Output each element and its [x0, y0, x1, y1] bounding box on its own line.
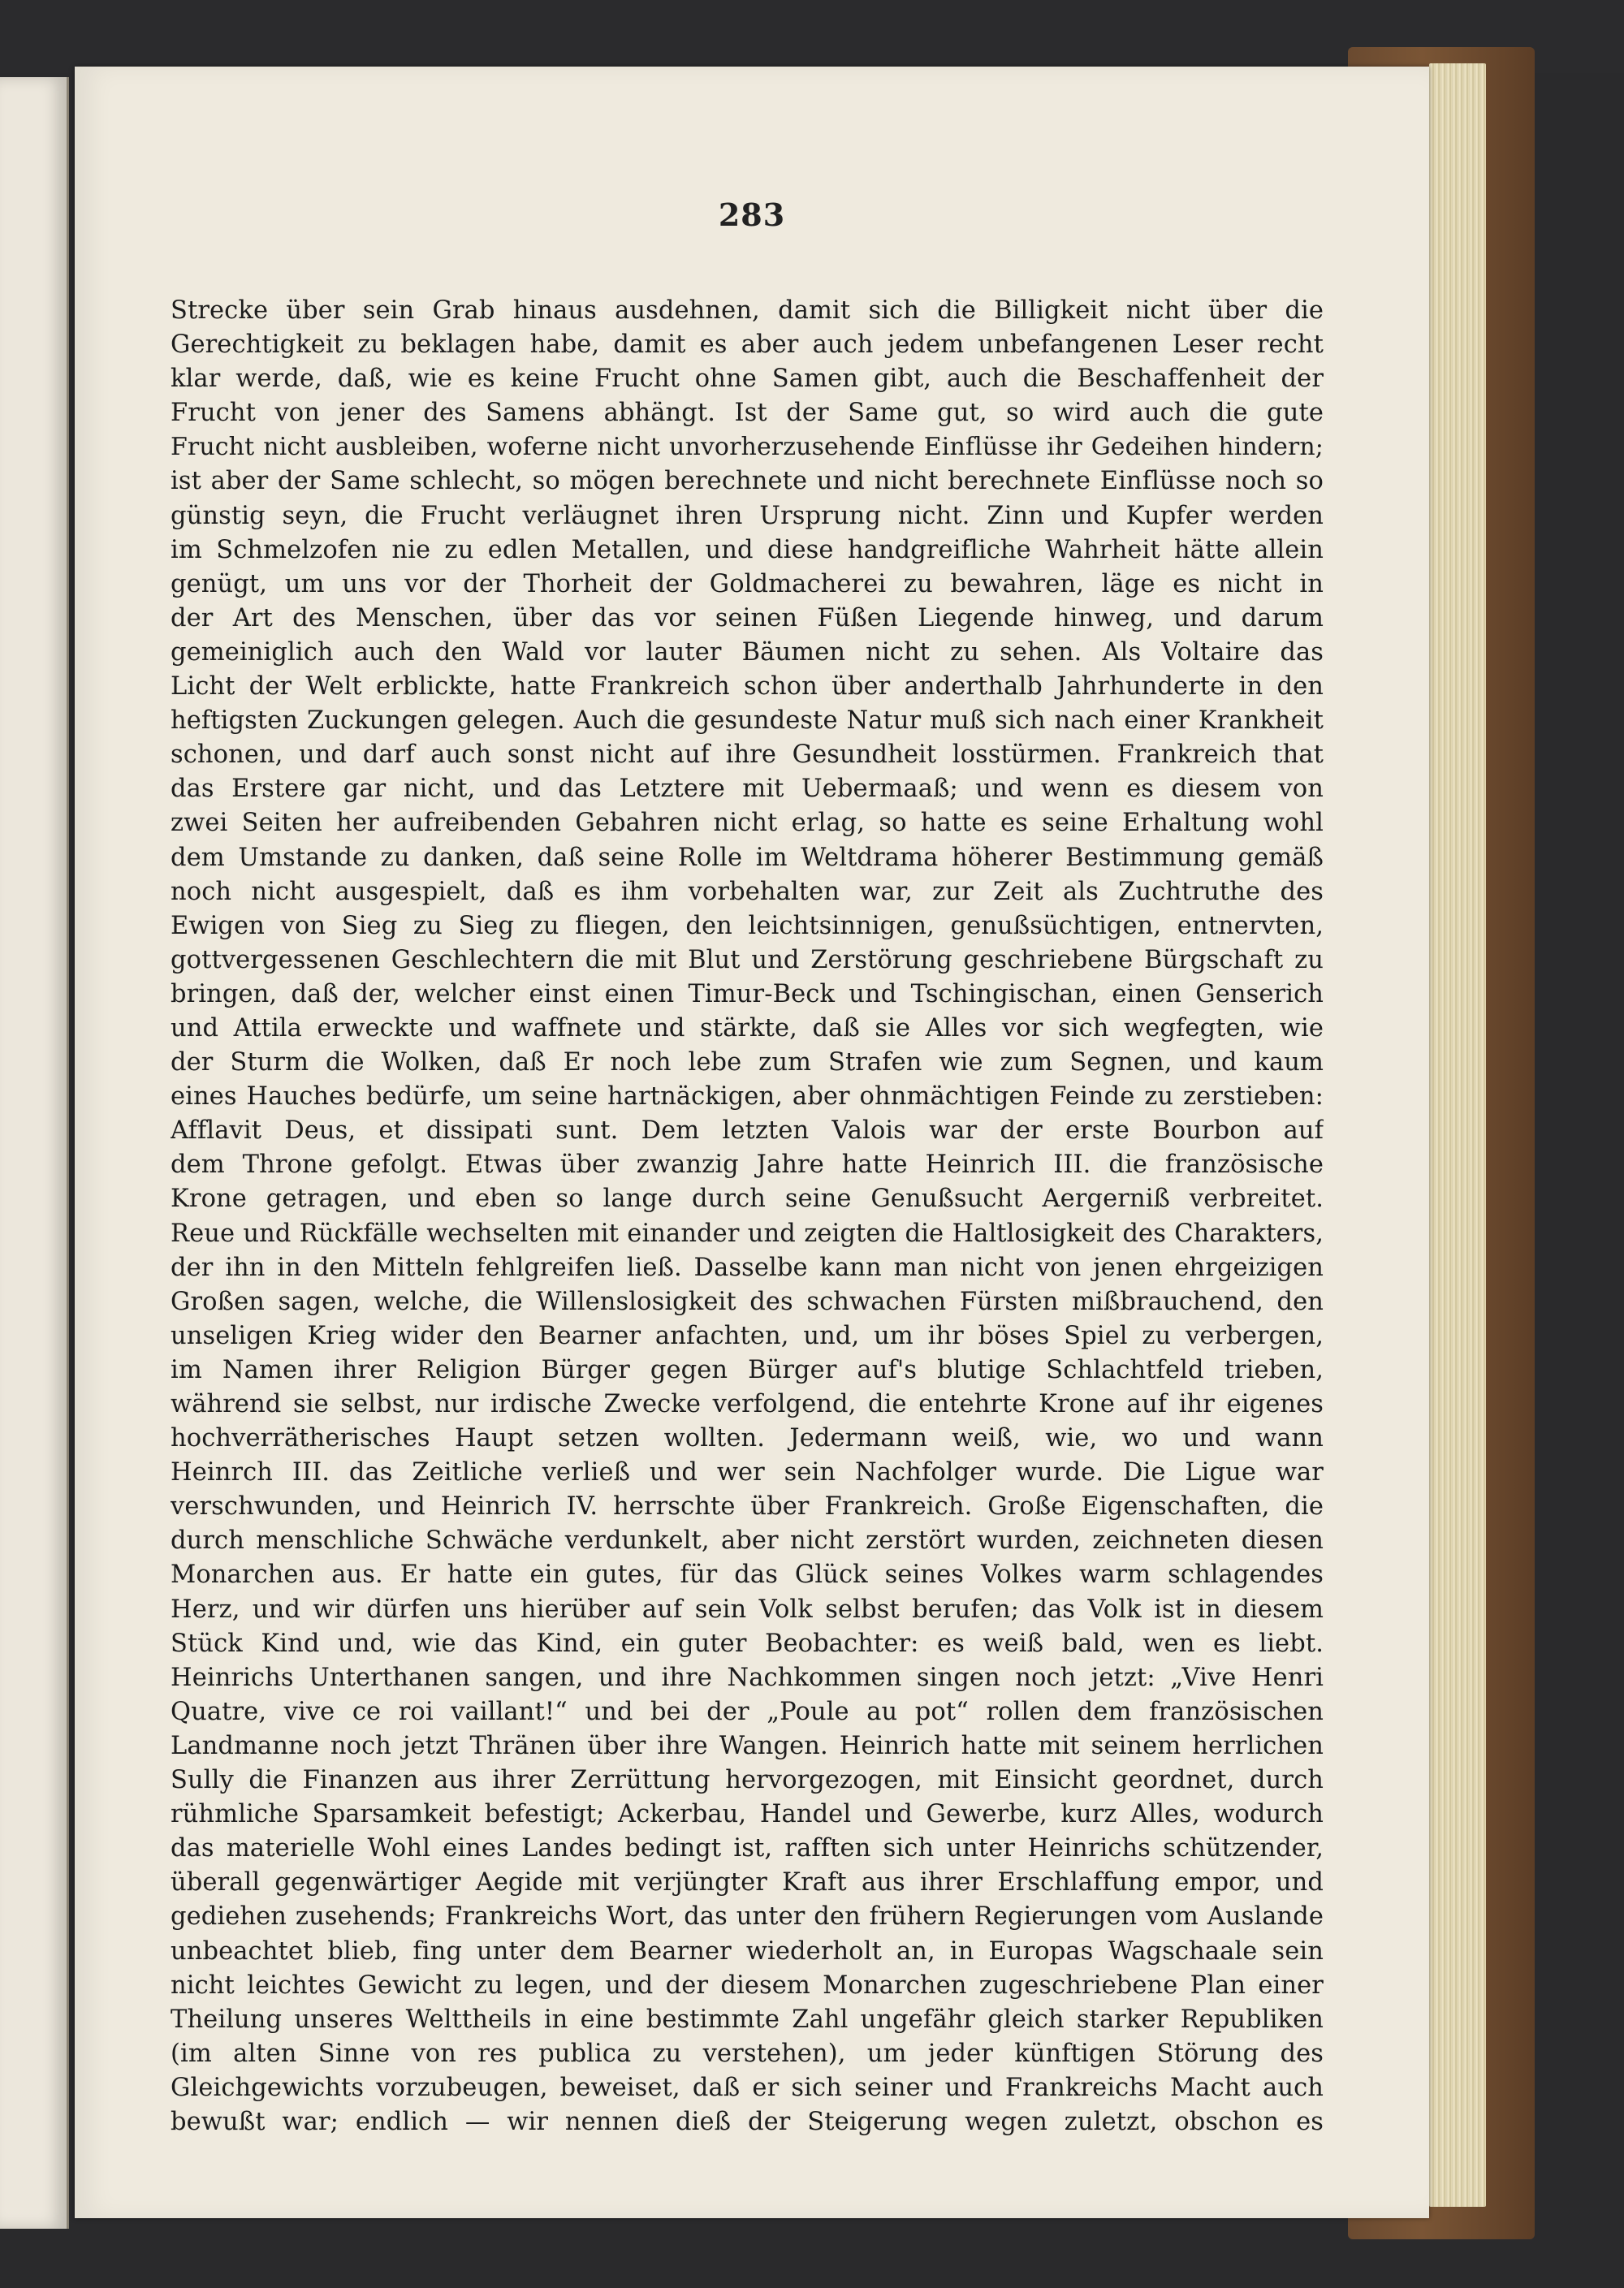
text-line: Reue und Rückfälle wechselten mit einander und zeigten die Haltlosigkeit des Charakters, — [171, 1219, 1324, 1248]
text-line: (im alten Sinne von res publica zu verstehen), um jeder künftigen Störung des — [171, 2039, 1324, 2068]
text-line: verschwunden, und Heinrich IV. herrschte über Frankreich. Große Eigenschaften, die — [171, 1492, 1324, 1522]
text-line: günstig seyn, die Frucht verläugnet ihren Ursprung nicht. Zinn und Kupfer werden — [171, 501, 1324, 530]
text-line: gemeiniglich auch den Wald vor lauter Bäumen nicht zu sehen. Als Voltaire das — [171, 637, 1324, 667]
facing-page — [0, 77, 69, 2229]
text-line: Ewigen von Sieg zu Sieg zu fliegen, den leichtsinnigen, genußsüchtigen, entnervten, — [171, 911, 1324, 940]
text-line: hochverrätherisches Haupt setzen wollten. Jedermann weiß, wie, wo und wann — [171, 1424, 1324, 1453]
text-line: dem Umstande zu danken, daß seine Rolle im Weltdrama höherer Bestimmung gemäß — [171, 843, 1324, 872]
text-line: eines Hauches bedürfe, um seine hartnäckigen, aber ohnmächtigen Feinde zu zerstieben: — [171, 1082, 1324, 1112]
text-line: Krone getragen, und eben so lange durch seine Genußsucht Aergerniß verbreitet. — [171, 1185, 1324, 1214]
text-line: unbeachtet blieb, fing unter dem Bearner wiederholt an, in Europas Wagschaale sein — [171, 1936, 1324, 1966]
text-line: rühmliche Sparsamkeit befestigt; Ackerbau, Handel und Gewerbe, kurz Alles, wodurch — [171, 1800, 1324, 1829]
text-line: nicht leichtes Gewicht zu legen, und der diesem Monarchen zugeschriebene Plan einer — [171, 1971, 1324, 2000]
text-line: gottvergessenen Geschlechtern die mit Blut und Zerstörung geschriebene Bürgschaft zu — [171, 945, 1324, 974]
text-line: Monarchen aus. Er hatte ein gutes, für das Glück seines Volkes warm schlagendes — [171, 1561, 1324, 1590]
text-line: Gerechtigkeit zu beklagen habe, damit es aber auch jedem unbefangenen Leser recht — [171, 330, 1324, 360]
text-line: Theilung unseres Welttheils in eine bestimmte Zahl ungefähr gleich starker Republiken — [171, 2005, 1324, 2034]
text-line: Landmanne noch jetzt Thränen über ihre Wangen. Heinrich hatte mit seinem herrlichen — [171, 1731, 1324, 1760]
text-line: Sully die Finanzen aus ihrer Zerrüttung hervorgezogen, mit Einsicht geordnet, durch — [171, 1766, 1324, 1795]
text-line: und Attila erweckte und waffnete und stärkte, daß sie Alles vor sich wegfegten, wie — [171, 1013, 1324, 1043]
text-line: Heinrichs Unterthanen sangen, und ihre Nachkommen singen noch jetzt: „Vive Henri — [171, 1663, 1324, 1692]
text-line: bringen, daß der, welcher einst einen Timur-Beck und Tschingischan, einen Genserich — [171, 979, 1324, 1008]
text-line: im Namen ihrer Religion Bürger gegen Bürger auf's blutige Schlachtfeld trieben, — [171, 1355, 1324, 1384]
text-line: ist aber der Same schlecht, so mögen berechnete und nicht berechnete Einflüsse noch so — [171, 467, 1324, 496]
page-number: 283 — [718, 196, 786, 233]
text-line: Quatre, vive ce roi vaillant!“ und bei der „Poule au pot“ rollen dem französischen — [171, 1697, 1324, 1726]
text-line: Strecke über sein Grab hinaus ausdehnen, damit sich die Billigkeit nicht über die — [171, 296, 1324, 325]
text-line: überall gegenwärtiger Aegide mit verjüngter Kraft aus ihrer Erschlaffung empor, und — [171, 1868, 1324, 1897]
text-line: durch menschliche Schwäche verdunkelt, aber nicht zerstört wurden, zeichneten diesen — [171, 1526, 1324, 1556]
text-line: der Art des Menschen, über das vor seinen Füßen Liegende hinweg, und darum — [171, 603, 1324, 632]
text-line: Großen sagen, welche, die Willenslosigkeit des schwachen Fürsten mißbrauchend, den — [171, 1287, 1324, 1316]
text-line: Heinrch III. das Zeitliche verließ und wer sein Nachfolger wurde. Die Ligue war — [171, 1458, 1324, 1487]
text-line: heftigsten Zuckungen gelegen. Auch die gesundeste Natur muß sich nach einer Krankheit — [171, 706, 1324, 736]
text-line: dem Throne gefolgt. Etwas über zwanzig Jahre hatte Heinrich III. die französische — [171, 1150, 1324, 1180]
text-line: das materielle Wohl eines Landes bedingt ist, rafften sich unter Heinrichs schützender, — [171, 1834, 1324, 1863]
text-line: unseligen Krieg wider den Bearner anfachten, und, um ihr böses Spiel zu verbergen, — [171, 1321, 1324, 1350]
text-line: gediehen zusehends; Frankreichs Wort, das unter den frühern Regierungen vom Auslande — [171, 1902, 1324, 1932]
page-stack-edge — [1429, 63, 1486, 2207]
text-line: genügt, um uns vor der Thorheit der Goldmacherei zu bewahren, läge es nicht in — [171, 569, 1324, 598]
text-line: Herz, und wir dürfen uns hierüber auf sein Volk selbst berufen; das Volk ist in diesem — [171, 1595, 1324, 1624]
text-line: Afflavit Deus, et dissipati sunt. Dem letzten Valois war der erste Bourbon auf — [171, 1116, 1324, 1146]
text-line: der Sturm die Wolken, daß Er noch lebe zum Strafen wie zum Segnen, und kaum — [171, 1048, 1324, 1077]
text-line: im Schmelzofen nie zu edlen Metallen, und diese handgreifliche Wahrheit hätte allein — [171, 535, 1324, 564]
text-line: der ihn in den Mitteln fehlgreifen ließ. Dasselbe kann man nicht von jenen ehrgeizigen — [171, 1253, 1324, 1282]
text-line: Frucht nicht ausbleiben, woferne nicht unvorherzusehende Einflüsse ihr Gedeihen hindern; — [171, 433, 1324, 462]
text-line: bewußt war; endlich — wir nennen dieß der Steigerung wegen zuletzt, obschon es — [171, 2107, 1324, 2136]
body-text — [171, 294, 1324, 2139]
text-line: noch nicht ausgespielt, daß es ihm vorbehalten war, zur Zeit als Zuchtruthe des — [171, 877, 1324, 906]
text-line: schonen, und darf auch sonst nicht auf ihre Gesundheit losstürmen. Frankreich that — [171, 740, 1324, 770]
text-line: während sie selbst, nur irdische Zwecke verfolgend, die entehrte Krone auf ihr eigenes — [171, 1390, 1324, 1418]
text-line: Frucht von jener des Samens abhängt. Ist der Same gut, so wird auch die gute — [171, 399, 1324, 428]
text-line: Gleichgewichts vorzubeugen, beweiset, daß er sich seiner und Frankreichs Macht auch — [171, 2073, 1324, 2102]
text-line: das Erstere gar nicht, und das Letztere mit Uebermaaß; und wenn es diesem von — [171, 775, 1324, 804]
book-page — [75, 67, 1429, 2218]
text-line: klar werde, daß, wie es keine Frucht ohne Samen gibt, auch die Beschaffenheit der — [171, 365, 1324, 394]
text-line: Licht der Welt erblickte, hatte Frankreich schon über anderthalb Jahrhunderte in den — [171, 672, 1324, 702]
text-line: zwei Seiten her aufreibenden Gebahren nicht erlag, so hatte es seine Erhaltung wohl — [171, 809, 1324, 838]
text-line: Stück Kind und, wie das Kind, ein guter Beobachter: es weiß bald, wen es liebt. — [171, 1629, 1324, 1658]
